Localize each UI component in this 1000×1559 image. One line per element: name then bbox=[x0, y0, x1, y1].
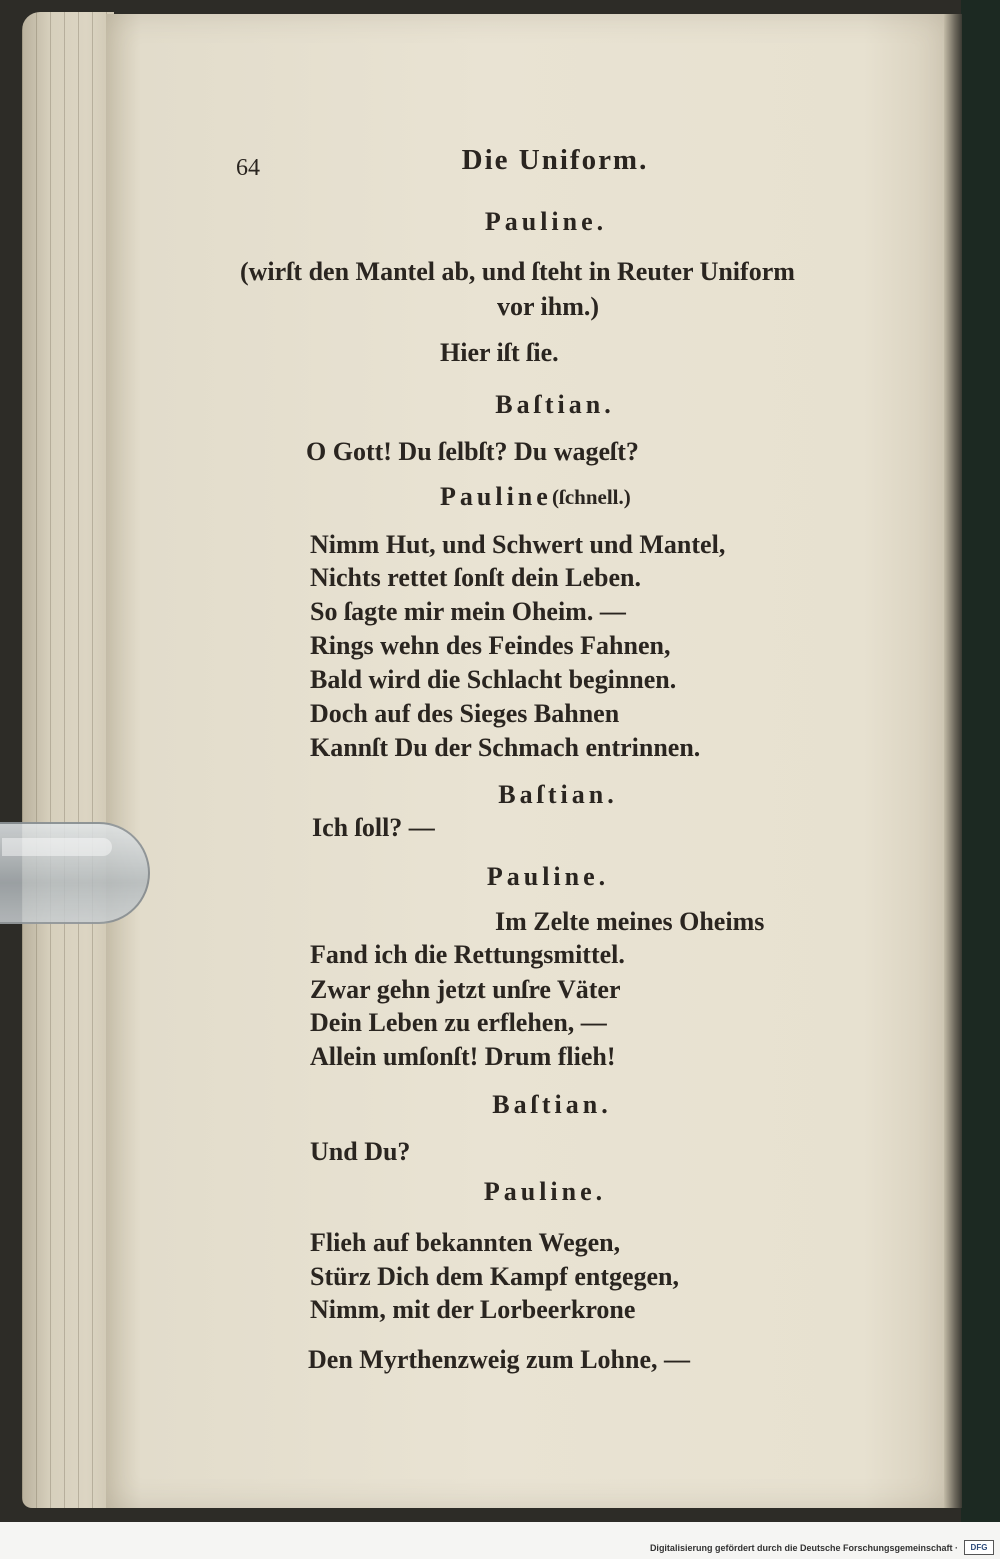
verse-line: Hier iſt ſie. bbox=[440, 338, 559, 367]
verse-line: Dein Leben zu erflehen, — bbox=[310, 1008, 607, 1037]
verse-line: Nichts rettet ſonſt dein Leben. bbox=[310, 563, 641, 592]
verse-line: Rings wehn des Feindes Fahnen, bbox=[310, 631, 671, 660]
facing-page-edge bbox=[961, 0, 1000, 1522]
verse-line: Nimm, mit der Lorbeerkrone bbox=[310, 1295, 636, 1324]
clip-highlight bbox=[2, 838, 112, 856]
verse-line: Zwar gehn jetzt unſre Väter bbox=[310, 975, 621, 1004]
running-title: Die Uniform. bbox=[461, 144, 649, 176]
speaker-name: Baſtian. bbox=[495, 390, 615, 419]
verse-line: Bald wird die Schlacht beginnen. bbox=[310, 665, 677, 694]
speaker-name: Pauline. bbox=[484, 207, 608, 236]
verse-line: Allein umſonſt! Drum flieh! bbox=[310, 1042, 616, 1071]
page-holder-clip bbox=[0, 822, 150, 924]
stage-direction: vor ihm.) bbox=[496, 292, 600, 321]
verse-line: Im Zelte meines Oheims bbox=[495, 907, 765, 936]
speaker-name: Baſtian. bbox=[492, 1090, 612, 1119]
stage-direction: (ſchnell.) bbox=[552, 485, 631, 509]
verse-line: Den Myrthenzweig zum Lohne, — bbox=[308, 1345, 691, 1374]
verse-line: So ſagte mir mein Oheim. — bbox=[310, 597, 626, 626]
dfg-logo: DFG bbox=[964, 1540, 994, 1555]
speaker-name: Pauline bbox=[440, 482, 552, 511]
verse-line: Und Du? bbox=[310, 1137, 411, 1166]
verse-line: O Gott! Du ſelbſt? Du wageſt? bbox=[306, 437, 639, 466]
stage-direction: (wirſt den Mantel ab, und ſteht in Reuter Uniform bbox=[240, 257, 795, 286]
page-number: 64 bbox=[236, 155, 260, 181]
book-gutter bbox=[944, 14, 962, 1508]
verse-line: Kannſt Du der Schmach entrinnen. bbox=[310, 733, 701, 762]
verse-line: Doch auf des Sieges Bahnen bbox=[310, 699, 620, 728]
verse-line: Ich ſoll? — bbox=[312, 813, 435, 842]
verse-line: Nimm Hut, und Schwert und Mantel, bbox=[310, 530, 726, 559]
digitization-credit: Digitalisierung gefördert durch die Deutsche Forschungsgemeinschaft · bbox=[649, 1543, 958, 1553]
verse-line: Stürz Dich dem Kampf entgegen, bbox=[310, 1262, 680, 1291]
verse-line: Flieh auf bekannten Wegen, bbox=[310, 1228, 621, 1257]
speaker-name: Pauline. bbox=[483, 1177, 607, 1206]
speaker-name: Baſtian. bbox=[498, 780, 618, 809]
speaker-name: Pauline. bbox=[486, 862, 610, 891]
stacked-page-edges bbox=[22, 12, 114, 1508]
verse-line: Fand ich die Rettungsmittel. bbox=[310, 940, 625, 969]
